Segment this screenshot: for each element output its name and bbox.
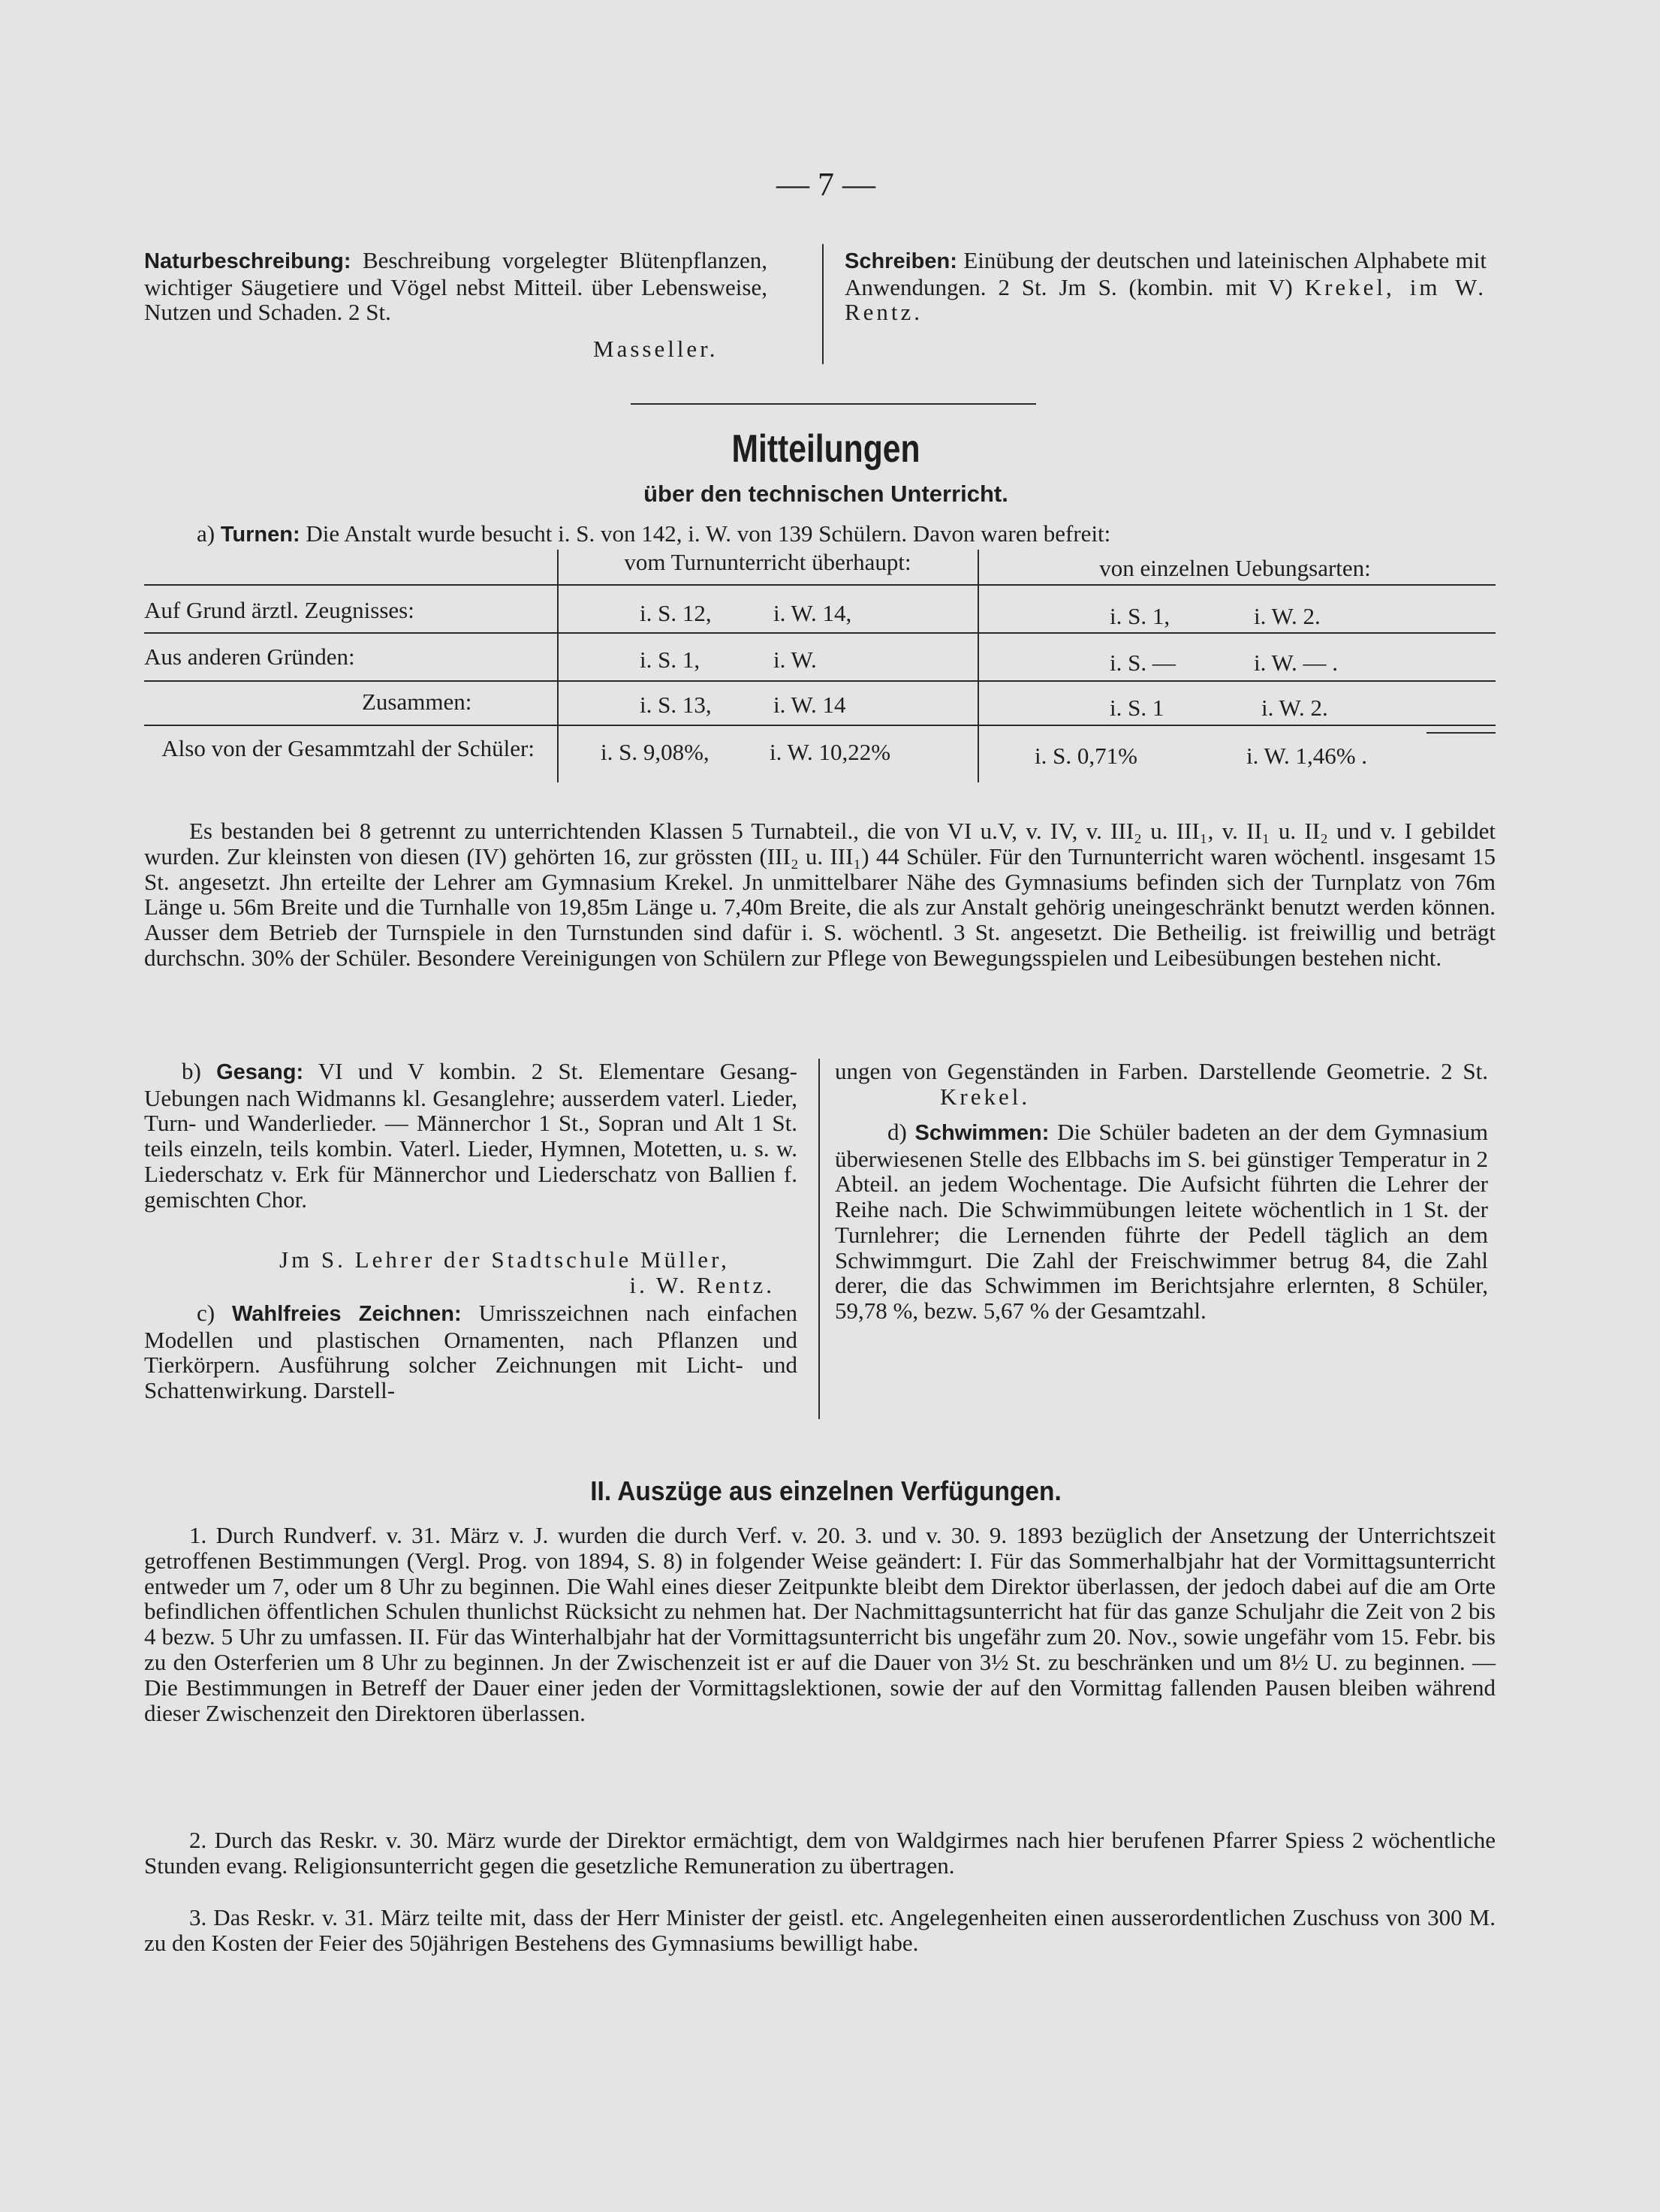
col-header-total: vom Turnunterricht überhaupt:: [624, 549, 911, 575]
cell-s-partial: i. S. 0,71%: [1035, 743, 1137, 769]
turnen-intro: Die Anstalt wurde besucht i. S. von 142, i. W. von 139 Schülern. Davon waren befreit:: [306, 520, 1111, 547]
cell-w-total: i. W. 10,22%: [770, 739, 891, 765]
naturbeschreibung-block: [144, 248, 767, 325]
schwimmen-text: Die Schüler badeten an der dem Gymnasium überwiesenen Stelle des Elbbachs im S. bei günstiger Temperatur in 2 Abteil. an jedem Wochentage. Die Aufsicht führten die Lehrer der Reihe nach. Die Schwimmübungen leitete wöchentlich in 1 St. der Turnlehrer; die Lernenden führte der Pedell täglich an dem Schwimmgurt. Die Zahl der Freischwimmer betrug 84, die Zahl derer, die das Schwimmen im Berichtsjahre erlernten, 8 Schüler, 59,78 %, bezw. 5,67 % der Gesamtzahl.: [835, 1119, 1489, 1324]
page-number: — 7 —: [776, 166, 875, 203]
table-rule-2: [144, 632, 1496, 634]
cell-w-total: i. W. 14: [773, 692, 846, 718]
gesang-teacher-line1: Jm S. Lehrer der Stadtschule Müller,: [279, 1246, 730, 1273]
column-divider-middle: [818, 1059, 820, 1419]
turnen-marker: a): [197, 520, 215, 547]
row-label: Aus anderen Gründen:: [144, 643, 355, 670]
gesang-teacher-line2: i. W. Rentz.: [629, 1272, 775, 1298]
cell-w-partial: i. W. 2.: [1261, 695, 1328, 721]
turnen-paragraph: Es bestanden bei 8 getrennt zu unterrichtenden Klassen 5 Turnabteil., die von VI u.V, v. IV, v. III₂ u. III₁, v. II₁ u. II₂ und v. I gebildet wurden. Zur kleinsten von diesen (IV) gehörten 16, zur grössten (III₂ u. III₁) 44 Schüler. Für den Turnunterricht waren wöchentl. insgesamt 15 St. angesetzt. Jhn erteilte der Lehrer am Gymnasium Krekel. Jn unmittelbarer Nähe des Gymnasiums befinden sich der Turnplatz von 76m Länge u. 56m Breite und die Turnhalle von 19,85m Länge u. 7,40m Breite, die als zur Anstalt gehörig uneingeschränkt benutzt werden können. Ausser dem Betrieb der Turnspiele in den Turnstunden sind dafür i. S. wöchentl. 3 St. angesetzt. Die Betheilig. ist freiwillig und beträgt durchschn. 30% der Schüler. Besondere Vereinigungen von Schülern zur Pflege von Bewegungsspielen und Leibesübungen bestehen nicht.: [144, 818, 1496, 971]
cell-s-partial: i. S. 1: [1110, 695, 1164, 721]
zeichnen-label: Wahlfreies Zeichnen:: [231, 1302, 462, 1326]
cell-s-total: i. S. 13,: [640, 692, 712, 718]
schreiben-block: [845, 248, 1487, 325]
mitteilungen-title: Mitteilungen: [731, 427, 920, 471]
cell-s-total: i. S. 1,: [640, 646, 700, 673]
zeichnen-text-right: ungen von Gegenständen in Farben. Darstellende Geometrie. 2 St.: [835, 1058, 1488, 1084]
schreiben-teachers: Krekel, im W. Rentz.: [845, 273, 1487, 325]
row-label: Zusammen:: [362, 689, 472, 715]
cell-s-partial: i. S. —: [1110, 649, 1176, 676]
zeichnen-text-left: Umrisszeichnen nach einfachen Modellen und plastischen Ornamenten, nach Pflanzen und Tierkörpern. Ausführung solcher Zeichnungen mit Licht- und Schattenwirkung. Darstell-: [144, 1300, 797, 1404]
zeichnen-teacher: Krekel.: [940, 1083, 1031, 1110]
cell-s-total: i. S. 12,: [640, 600, 712, 626]
gesang-text: VI und V kombin. 2 St. Elementare Gesang-Uebungen nach Widmanns kl. Gesanglehre; ausserdem vaterl. Lieder, Turn- und Wanderlieder. — Männerchor 1 St., Sopran und Alt 1 St. teils einzeln, teils kombin. Vaterl. Lieder, Hymnen, Motetten, u. s. w. Liederschatz v. Erk für Männerchor und Liederschatz von Ballien f. gemischten Chor.: [144, 1058, 797, 1213]
schwimmen-block: [835, 1120, 1488, 1324]
column-divider-top: [822, 244, 824, 364]
zeichnen-marker: c): [197, 1300, 215, 1326]
cell-s-total: i. S. 9,08%,: [601, 739, 709, 765]
auszuege-item-3: 3. Das Reskr. v. 31. März teilte mit, dass der Herr Minister der geistl. etc. Angelegenheiten einen ausserordentlichen Zuschuss von 300 M. zu den Kosten der Feier des 50jährigen Bestehens des Gymnasiums bewilligt habe.: [144, 1904, 1496, 1956]
auszuege-item-1: 1. Durch Rundverf. v. 31. März v. J. wurden die durch Verf. v. 20. 3. und v. 30. 9. 1893 bezüglich der Ansetzung der Unterrichtszeit getroffenen Bestimmungen (Vergl. Prog. von 1894, S. 8) in folgender Weise geändert: I. Für das Sommerhalbjahr hat der Vormittagsunterricht entweder um 7, oder um 8 Uhr zu beginnen. Die Wahl eines dieser Zeitpunkte bleibt dem Direktor überlassen, der jedoch dabei auf die am Orte befindlichen öffentlichen Schulen thunlichst Rücksicht zu nehmen hat. Der Nachmittagsunterricht hat für das ganze Schuljahr die Zeit von 2 bis 4 bezw. 5 Uhr zu umfassen. II. Für das Winterhalbjahr hat der Vormittagsunterricht bis ungefähr zum 20. Nov., sowie ungefähr vom 15. Febr. bis zu den Osterferien um 8 Uhr zu beginnen. Jn der Zwischenzeit ist er auf die Dauer von 3½ St. zu beschränken und um 8½ U. zu beginnen. — Die Bestimmungen in Betreff der Dauer einer jeden der Vormittagslektionen, sowie der auf den Vormittag fallenden Pausen bleiben während dieser Zwischenzeit den Direktoren überlassen.: [144, 1522, 1496, 1726]
auszuege-title: II. Auszüge aus einzelnen Verfügungen.: [590, 1475, 1062, 1506]
gesang-block: [144, 1059, 797, 1212]
row-label: Also von der Gesammtzahl der Schüler:: [161, 735, 535, 761]
schwimmen-marker: d): [887, 1119, 907, 1145]
schwimmen-label: Schwimmen:: [914, 1121, 1050, 1145]
table-rule-1: [144, 584, 1496, 586]
table-rule-3: [144, 680, 1496, 682]
cell-w-partial: i. W. 2.: [1254, 603, 1321, 629]
gesang-label: Gesang:: [216, 1060, 304, 1084]
turnen-label: Turnen:: [220, 523, 300, 547]
cell-w-total: i. W. 14,: [773, 600, 852, 626]
cell-s-partial: i. S. 1,: [1110, 603, 1170, 629]
mitteilungen-subtitle: über den technischen Unterricht.: [643, 481, 1008, 507]
auszuege-item-2: 2. Durch das Reskr. v. 30. März wurde der Direktor ermächtigt, dem von Waldgirmes nach hier berufenen Pfarrer Spiess 2 wöchentliche Stunden evang. Religionsunterricht gegen die gesetzliche Remuneration zu übertragen.: [144, 1827, 1496, 1879]
naturbeschreibung-teacher: Masseller.: [593, 336, 719, 362]
table-rule-tail: [1427, 732, 1496, 734]
naturbeschreibung-label: Naturbeschreibung:: [144, 249, 351, 273]
turnen-intro-line: [197, 521, 1496, 548]
naturbeschreibung-text: Beschreibung vorgelegter Blütenpflanzen, wichtiger Säugetiere und Vögel nebst Mitteil. über Lebensweise, Nutzen und Schaden. 2 St.: [144, 247, 768, 325]
schreiben-label: Schreiben:: [845, 249, 957, 273]
gesang-marker: b): [182, 1058, 201, 1084]
schreiben-text: Einübung der deutschen und lateinischen Alphabete mit Anwendungen. 2 St. Jm S. (kombin. mit V): [845, 247, 1487, 300]
cell-w-partial: i. W. — .: [1254, 649, 1338, 676]
zeichnen-continued: [835, 1059, 1488, 1109]
zeichnen-block: [144, 1300, 797, 1403]
cell-w-partial: i. W. 1,46% .: [1246, 743, 1368, 769]
row-label: Auf Grund ärztl. Zeugnisses:: [144, 597, 414, 623]
section-separator: [631, 403, 1036, 405]
col-header-partial: von einzelnen Uebungsarten:: [1099, 555, 1371, 581]
table-rule-4: [144, 725, 1496, 726]
cell-w-total: i. W.: [773, 646, 817, 673]
